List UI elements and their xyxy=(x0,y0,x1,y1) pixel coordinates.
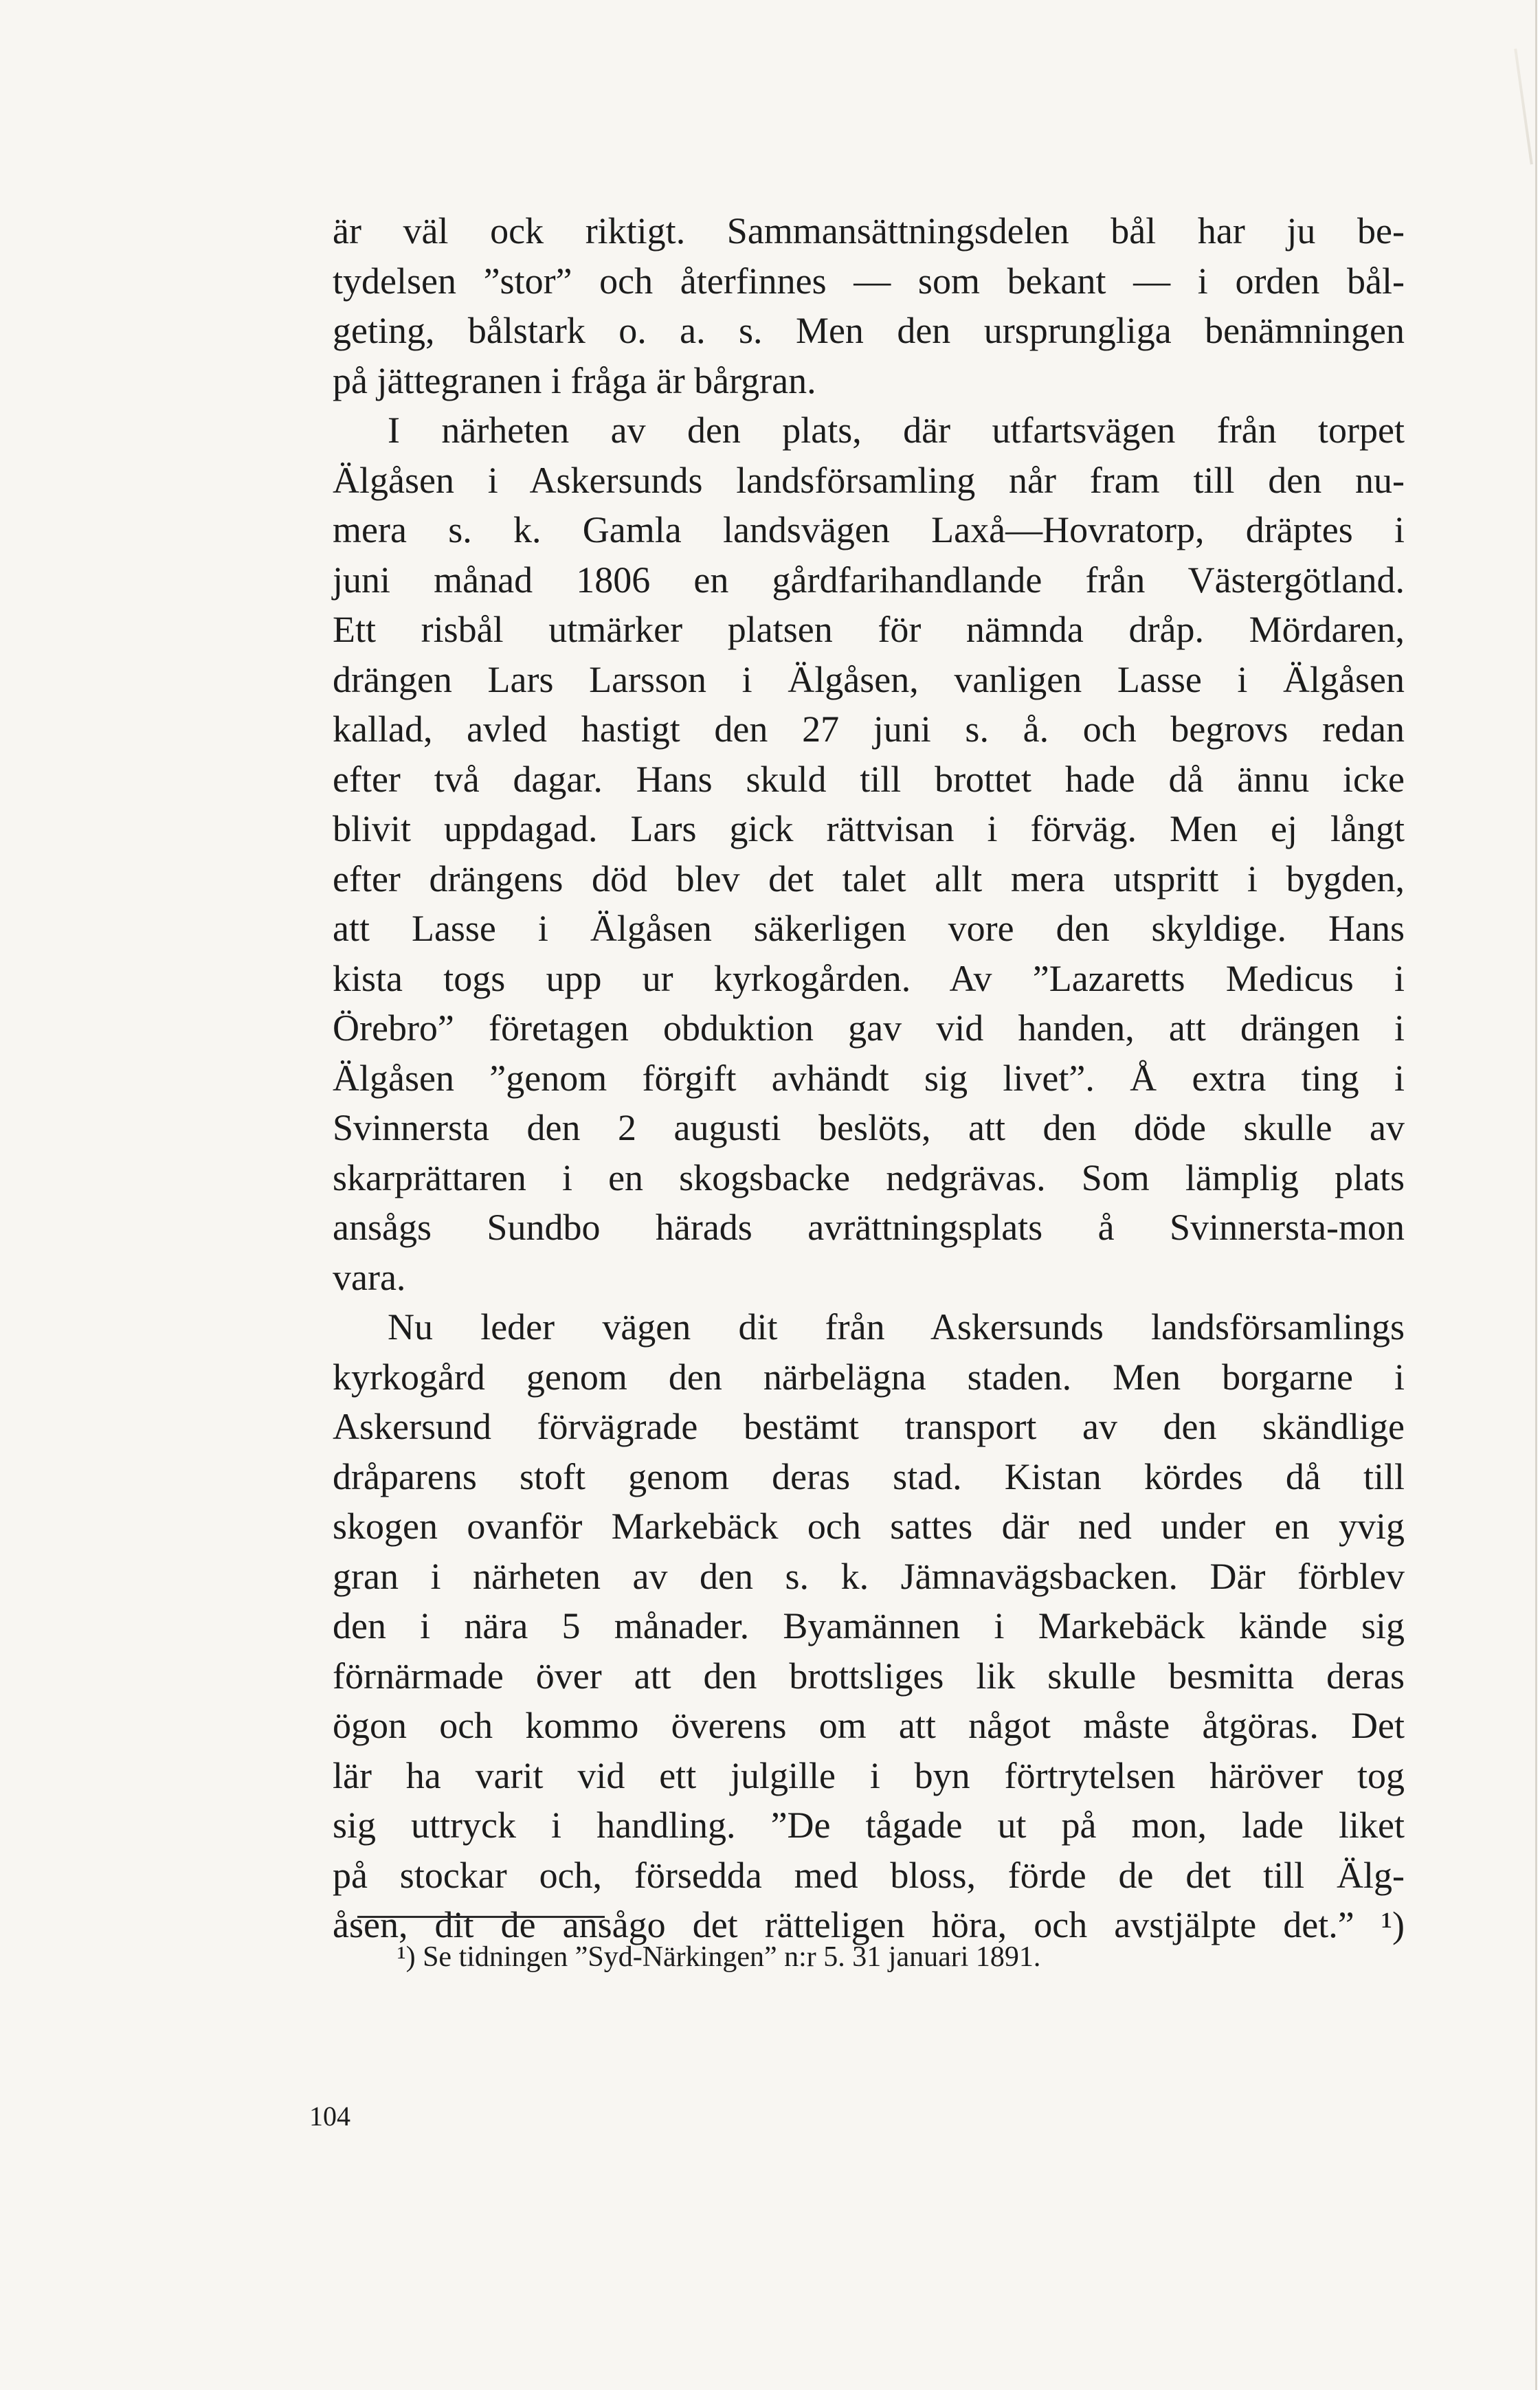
text-line: den i nära 5 månader. Byamännen i Markebäck kände sig xyxy=(333,1605,1405,1646)
text-line: på stockar och, försedda med bloss, förde de det till Älg- xyxy=(333,1854,1405,1896)
text-line: kista togs upp ur kyrkogården. Av ”Lazaretts Medicus i xyxy=(333,957,1405,999)
footnote: ¹) Se tidningen ”Syd-Närkingen” n:r 5. 31 januari 1891. xyxy=(397,1941,1041,1973)
text-line: dråparens stoft genom deras stad. Kistan kördes då till xyxy=(333,1455,1405,1497)
text-line: ögon och kommo överens om att något måste åtgöras. Det xyxy=(333,1705,1405,1746)
text-line: I närheten av den plats, där utfartsvägen från torpet xyxy=(388,410,1405,451)
text-line: Ett risbål utmärker platsen för nämnda dråp. Mördaren, xyxy=(333,609,1405,650)
body-text xyxy=(333,206,1405,1950)
text-line: Svinnersta den 2 augusti beslöts, att den döde skulle av xyxy=(333,1107,1405,1148)
text-line: skogen ovanför Markebäck och sattes där ned under en yvig xyxy=(333,1506,1405,1547)
text-line: åsen, dit de ansågo det rätteligen höra, och avstjälpte det.” ¹) xyxy=(333,1904,1405,1945)
text-line: ansågs Sundbo härads avrättningsplats å Svinnersta-mon xyxy=(333,1207,1405,1248)
text-line: blivit uppdagad. Lars gick rättvisan i förväg. Men ej långt xyxy=(333,808,1405,849)
text-line: Nu leder vägen dit från Askersunds landsförsamlings xyxy=(388,1306,1405,1348)
text-line: att Lasse i Älgåsen säkerligen vore den skyldige. Hans xyxy=(333,908,1405,949)
text-line: är väl ock riktigt. Sammansättningsdelen bål har ju be- xyxy=(333,210,1405,252)
text-line: geting, bålstark o. a. s. Men den ursprungliga benämningen xyxy=(333,310,1405,351)
text-line: kyrkogård genom den närbelägna staden. Men borgarne i xyxy=(333,1356,1405,1398)
text-line: efter drängens död blev det talet allt mera utspritt i bygden, xyxy=(333,858,1405,900)
text-line: sig uttryck i handling. ”De tågade ut på mon, lade liket xyxy=(333,1805,1405,1846)
paragraph-3 xyxy=(333,1302,1405,1950)
text-line: förnärmade över att den brottsliges lik skulle besmitta deras xyxy=(333,1655,1405,1697)
page-number: 104 xyxy=(309,2101,350,2132)
text-line: lär ha varit vid ett julgille i byn förtrytelsen häröver tog xyxy=(333,1754,1405,1796)
text-line: vara. xyxy=(333,1256,406,1298)
text-line: tydelsen ”stor” och återfinnes — som bekant — i orden bål- xyxy=(333,260,1405,302)
text-line: gran i närheten av den s. k. Jämnavägsbacken. Där förblev xyxy=(333,1555,1405,1597)
footnote-divider xyxy=(357,1916,605,1918)
text-line: skarprättaren i en skogsbacke nedgrävas. Som lämplig plats xyxy=(333,1157,1405,1198)
text-line: på jättegranen i fråga är bårgran. xyxy=(333,359,816,401)
paragraph-1 xyxy=(333,206,1405,405)
text-line: mera s. k. Gamla landsvägen Laxå—Hovratorp, dräptes i xyxy=(333,509,1405,550)
text-line: Älgåsen i Askersunds landsförsamling når fram till den nu- xyxy=(333,459,1405,501)
text-line: Älgåsen ”genom förgift avhändt sig livet”. Å extra ting i xyxy=(333,1057,1405,1099)
text-line: drängen Lars Larsson i Älgåsen, vanligen Lasse i Älgåsen xyxy=(333,658,1405,700)
page-edge-shadow xyxy=(1514,49,1533,165)
text-line: Askersund förvägrade bestämt transport av den skändlige xyxy=(333,1406,1405,1447)
text-line: efter två dagar. Hans skuld till brottet hade då ännu icke xyxy=(333,758,1405,800)
text-line: Örebro” företagen obduktion gav vid handen, att drängen i xyxy=(333,1007,1405,1049)
paragraph-2 xyxy=(333,405,1405,1302)
text-line: juni månad 1806 en gårdfarihandlande från Västergötland. xyxy=(333,559,1405,601)
text-line: kallad, avled hastigt den 27 juni s. å. och begrovs redan xyxy=(333,708,1405,750)
